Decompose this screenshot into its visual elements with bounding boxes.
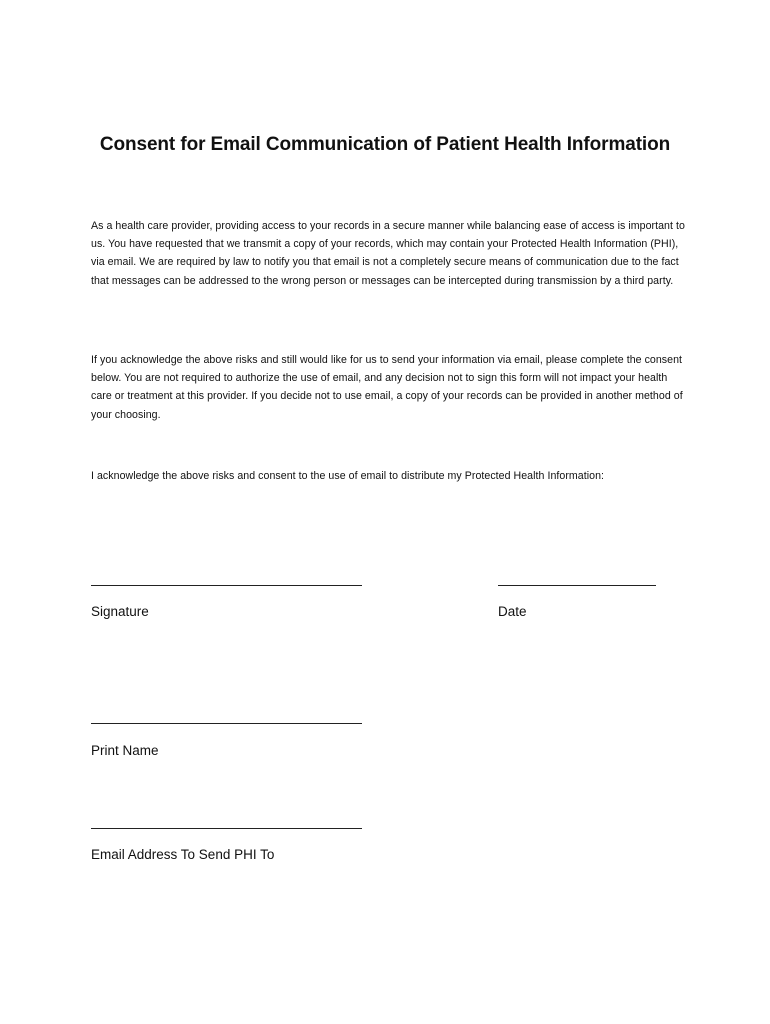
paragraph-consent-instructions: If you acknowledge the above risks and still would like for us to send your information via email, please complete the consent below. You are not required to authorize the use of email, and any decision not to sign this form will not impact your health care or treatment at this provider. If you decide not to use email, a copy of your records can be provided in another method of your choosing. (91, 354, 683, 421)
paragraph-risk-notice: As a health care provider, providing access to your records in a secure manner while balancing ease of access is important to us. You have requested that we transmit a copy of your records, which may contain your Protected Health Information (PHI), via email. We are required by law to notify you that email is not a completely secure means of communication due to the fact that messages can be addressed to the wrong person or messages can be intercepted during transmission by a third party. (91, 220, 685, 287)
document-title: Consent for Email Communication of Patient Health Information (99, 134, 671, 155)
email-address-line[interactable] (91, 828, 362, 829)
date-line[interactable] (498, 585, 656, 586)
signature-line[interactable] (91, 585, 362, 586)
email-address-label: Email Address To Send PHI To (91, 847, 275, 862)
paragraph-acknowledgement: I acknowledge the above risks and consent to the use of email to distribute my Protected Health Information: (91, 470, 604, 482)
print-name-line[interactable] (91, 723, 362, 724)
signature-label: Signature (91, 604, 149, 619)
print-name-label: Print Name (91, 743, 159, 758)
date-label: Date (498, 604, 527, 619)
